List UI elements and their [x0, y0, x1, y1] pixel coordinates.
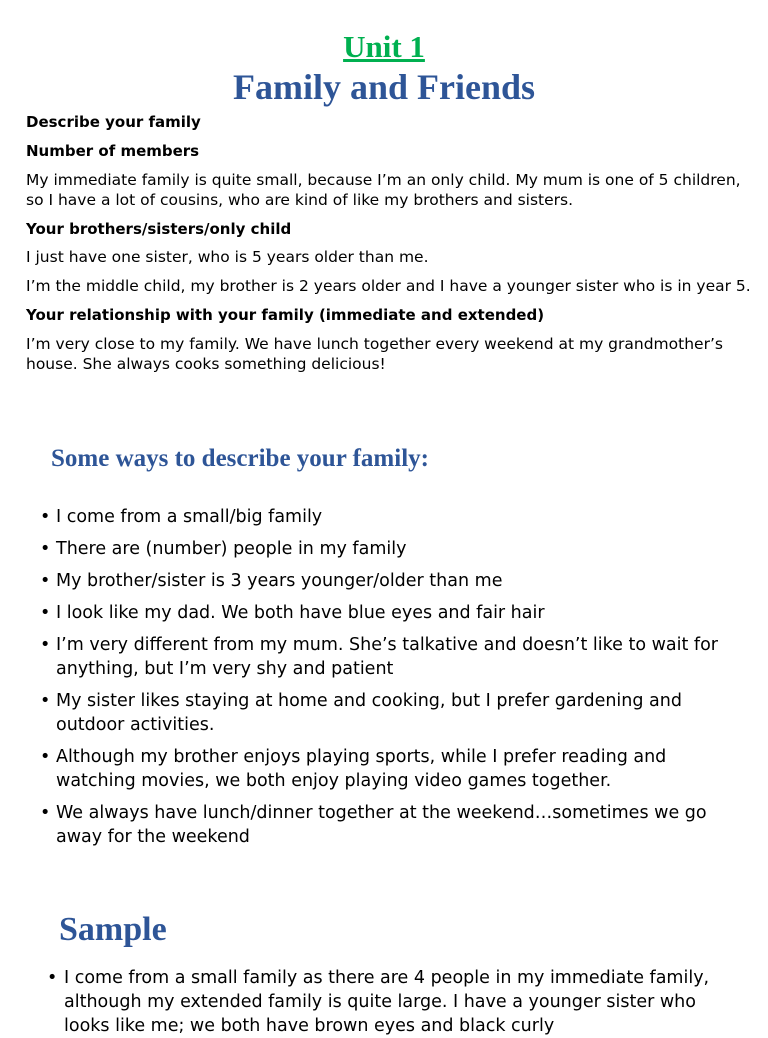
unit-label: Unit 1 [343, 29, 425, 64]
page-title: Family and Friends [232, 67, 536, 107]
question-relationship: Your relationship with your family (immediate and extended) [26, 306, 545, 324]
sample-text: I come from a small family as there are 4 people in my immediate family, although my extended family is quite large. I have a younger sister who looks like me; we both have brown eyes and black curly [64, 968, 710, 1036]
list-item [40, 569, 740, 593]
sample-list [47, 966, 747, 1038]
ways-heading: Some ways to describe your family: [51, 445, 429, 472]
ways-list [40, 505, 740, 857]
answer-siblings-two: I’m the middle child, my brother is 2 years older and I have a younger sister who is in year 5. [26, 277, 751, 295]
list-item [40, 505, 740, 529]
describe-heading: Describe your family [26, 113, 201, 131]
question-number-of-members: Number of members [26, 142, 200, 160]
sample-item [47, 966, 747, 1038]
list-item-text: There are (number) people in my family [56, 539, 407, 559]
list-item-text: We always have lunch/dinner together at the weekend…sometimes we go away for the weekend [56, 803, 707, 847]
bullet-icon: • [40, 571, 51, 591]
bullet-icon: • [40, 603, 51, 623]
list-item-text: Although my brother enjoys playing sports, while I prefer reading and watching movies, we both enjoy playing video games together. [56, 747, 667, 791]
list-item [40, 633, 740, 681]
list-item [40, 601, 740, 625]
list-item [40, 801, 740, 849]
answer-number-of-members: My immediate family is quite small, because I’m an only child. My mum is one of 5 children, so I have a lot of cousins, who are kind of like my brothers and sisters. [26, 171, 741, 209]
bullet-icon: • [40, 635, 51, 655]
bullet-icon: • [47, 968, 58, 988]
bullet-icon: • [40, 747, 51, 767]
list-item [40, 537, 740, 561]
sample-heading: Sample [59, 911, 167, 948]
bullet-icon: • [40, 539, 51, 559]
question-siblings: Your brothers/sisters/only child [26, 220, 292, 238]
list-item-text: My brother/sister is 3 years younger/older than me [56, 571, 503, 591]
list-item-text: I’m very different from my mum. She’s talkative and doesn’t like to wait for anything, but I’m very shy and patient [56, 635, 718, 679]
bullet-icon: • [40, 507, 51, 527]
bullet-icon: • [40, 803, 51, 823]
list-item [40, 689, 740, 737]
list-item [40, 745, 740, 793]
list-item-text: I come from a small/big family [56, 507, 323, 527]
bullet-icon: • [40, 691, 51, 711]
answer-relationship: I’m very close to my family. We have lunch together every weekend at my grandmother’s house. She always cooks something delicious! [26, 335, 723, 373]
list-item-text: I look like my dad. We both have blue eyes and fair hair [56, 603, 545, 623]
answer-siblings-one: I just have one sister, who is 5 years older than me. [26, 248, 429, 266]
list-item-text: My sister likes staying at home and cooking, but I prefer gardening and outdoor activities. [56, 691, 682, 735]
